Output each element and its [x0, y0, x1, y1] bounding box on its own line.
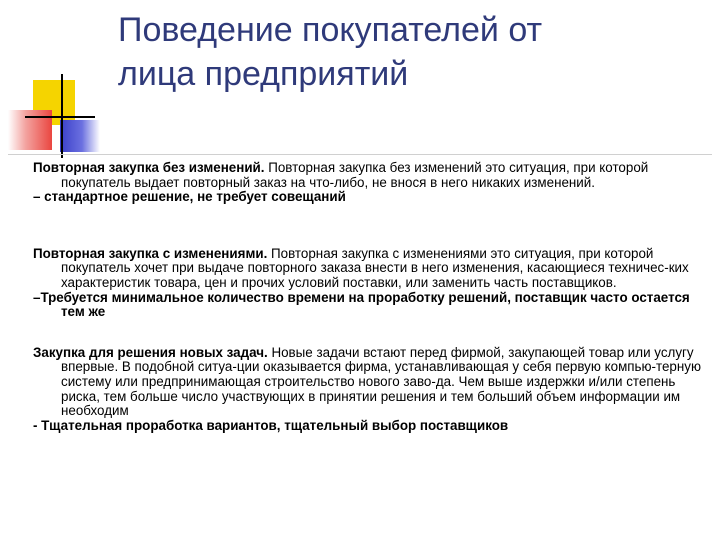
section-1-text: Повторная закупка без изменений это ситуация, при которой покупатель выдает повторный заказ на что-либо, не внося в него никаких изменений. [61, 160, 649, 190]
logo-blue-square [60, 120, 100, 152]
section-3-heading: Закупка для решения новых задач. [33, 344, 268, 360]
section-2-text: Повторная закупка с изменениями это ситуация, при которой покупатель хочет при выдаче повторного заказа внести в него изменения, касающиеся техничес-ких характеристик товара, цен и прочих условий поставки, или заменить часть поставщиков. [61, 245, 689, 290]
section-1-heading: Повторная закупка без изменений. [33, 160, 265, 175]
title-divider [8, 154, 712, 155]
slide-title [118, 8, 698, 96]
slide-body [33, 161, 708, 433]
logo-horizontal-line [25, 116, 95, 118]
section-3-paragraph [33, 346, 708, 419]
title-line-2: лица предприятий [118, 55, 409, 93]
section-2-paragraph [33, 247, 708, 291]
section-3-text: Новые задачи встают перед фирмой, закупающей товар или услугу впервые. В подобной ситуа-ции оказывается фирма, устанавливающая у себя первую компью-терную систему или предпринимающая строительство нового заво-да. Чем выше издержки и/или степень риска, тем больше число участвующих в принятии решения и тем больший объем информации им необходим [61, 344, 702, 419]
title-line-1: Поведение покупателей от [118, 11, 543, 49]
section-1-note: – стандартное решение, не требует совещаний [33, 189, 346, 205]
section-1-paragraph [33, 161, 708, 190]
section-2-note: –Требуется минимальное количество времени на проработку решений, поставщик часто остается тем же [33, 289, 690, 320]
section-3-note: - Тщательная проработка вариантов, тщательный выбор поставщиков [33, 417, 509, 433]
section-2-heading: Повторная закупка с изменениями. [33, 245, 268, 261]
